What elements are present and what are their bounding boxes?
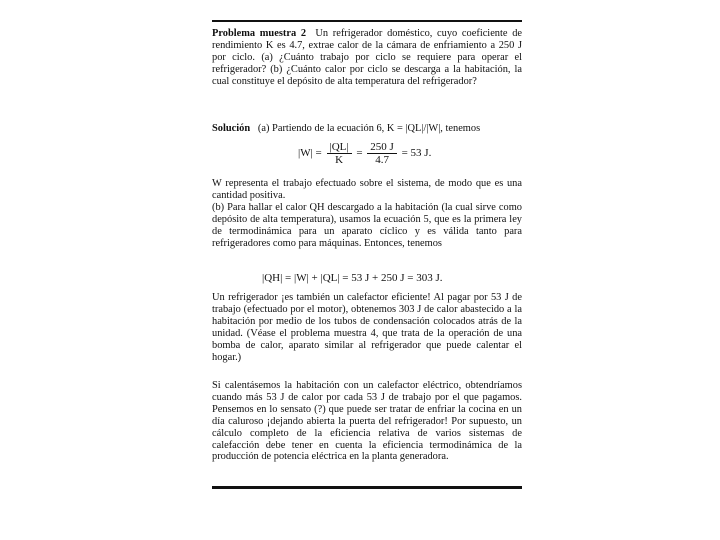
problem-text: Un refrigerador doméstico, cuyo coeficiente de rendimiento K es 4.7, extrae calor de la cámara de enfriamiento a 250 J por ciclo. (a) ¿Cuánto trabajo por ciclo se requiere para operar el refrigerador? (b) ¿Cuánto calor por ciclo se descarga a la habitación, la cual constituye el depósito de alta temperatura del refrigerador? <box>212 28 522 87</box>
solution-intro-text: (a) Partiendo de la ecuación 6, K = |QL|/|W|, tenemos <box>257 123 481 134</box>
comment-paragraph-1: Un refrigerador ¡es también un calefactor eficiente! Al pagar por 53 J de trabajo (efectuado por el motor), obtenemos 303 J de calor abastecido a la habitación por medio de los tubos de condensación colocados atrás de la unidad. (Véase el problema muestra 4, que trata de la operación de una bomba de calor, aparato similar al refrigerador que puede calentar el hogar.) <box>212 292 522 363</box>
part-a-block <box>212 178 522 202</box>
eq1-fraction-1 <box>327 141 352 166</box>
problem-paragraph <box>212 28 522 88</box>
eq1-numerator-2: 250 J <box>367 141 397 154</box>
comment-block-2 <box>212 380 522 463</box>
solution-intro-block <box>212 123 522 135</box>
equation-work <box>298 141 431 166</box>
part-a-paragraph: W representa el trabajo efectuado sobre el sistema, de modo que es una cantidad positiva. <box>212 178 522 201</box>
eq1-result: = 53 J. <box>401 147 432 160</box>
equation-heat: |QH| = |W| + |QL| = 53 J + 250 J = 303 J. <box>262 272 443 284</box>
bottom-rule <box>212 486 522 489</box>
part-b-paragraph: (b) Para hallar el calor QH descargado a la habitación (la cual sirve como depósito de alta temperatura), usamos la ecuación 5, que es la primera ley de termodinámica para un aparato cíclico y es válida tanto para refrigeradores como para máquinas. Entonces, tenemos <box>212 202 522 249</box>
top-rule <box>212 20 522 22</box>
comment-block-1 <box>212 292 522 363</box>
eq1-equals: = <box>356 147 363 160</box>
part-b-block <box>212 202 522 250</box>
eq1-lhs: |W| = <box>298 147 322 160</box>
eq1-denominator-2: 4.7 <box>375 154 389 166</box>
eq1-fraction-2 <box>367 141 397 166</box>
problem-label: Problema muestra 2 <box>212 28 307 39</box>
solution-label: Solución <box>212 123 251 134</box>
comment-paragraph-2: Si calentásemos la habitación con un calefactor eléctrico, obtendríamos cuando más 53 J de calor por cada 53 J de trabajo por el que pagamos. Pensemos en lo sensato (?) que puede ser tratar de enfriar la cocina en un día caluroso ¡dejando abierta la puerta del refrigerador! Por supuesto, un cálculo completo de la eficiencia relativa de varios sistemas de calefacción debe tener en cuenta la eficiencia termodinámica de la producción de potencia eléctrica en la planta generadora. <box>212 380 522 463</box>
solution-intro <box>212 123 522 135</box>
eq1-numerator-1: |QL| <box>327 141 352 154</box>
problem-block <box>212 28 522 88</box>
eq1-denominator-1: K <box>335 154 344 166</box>
